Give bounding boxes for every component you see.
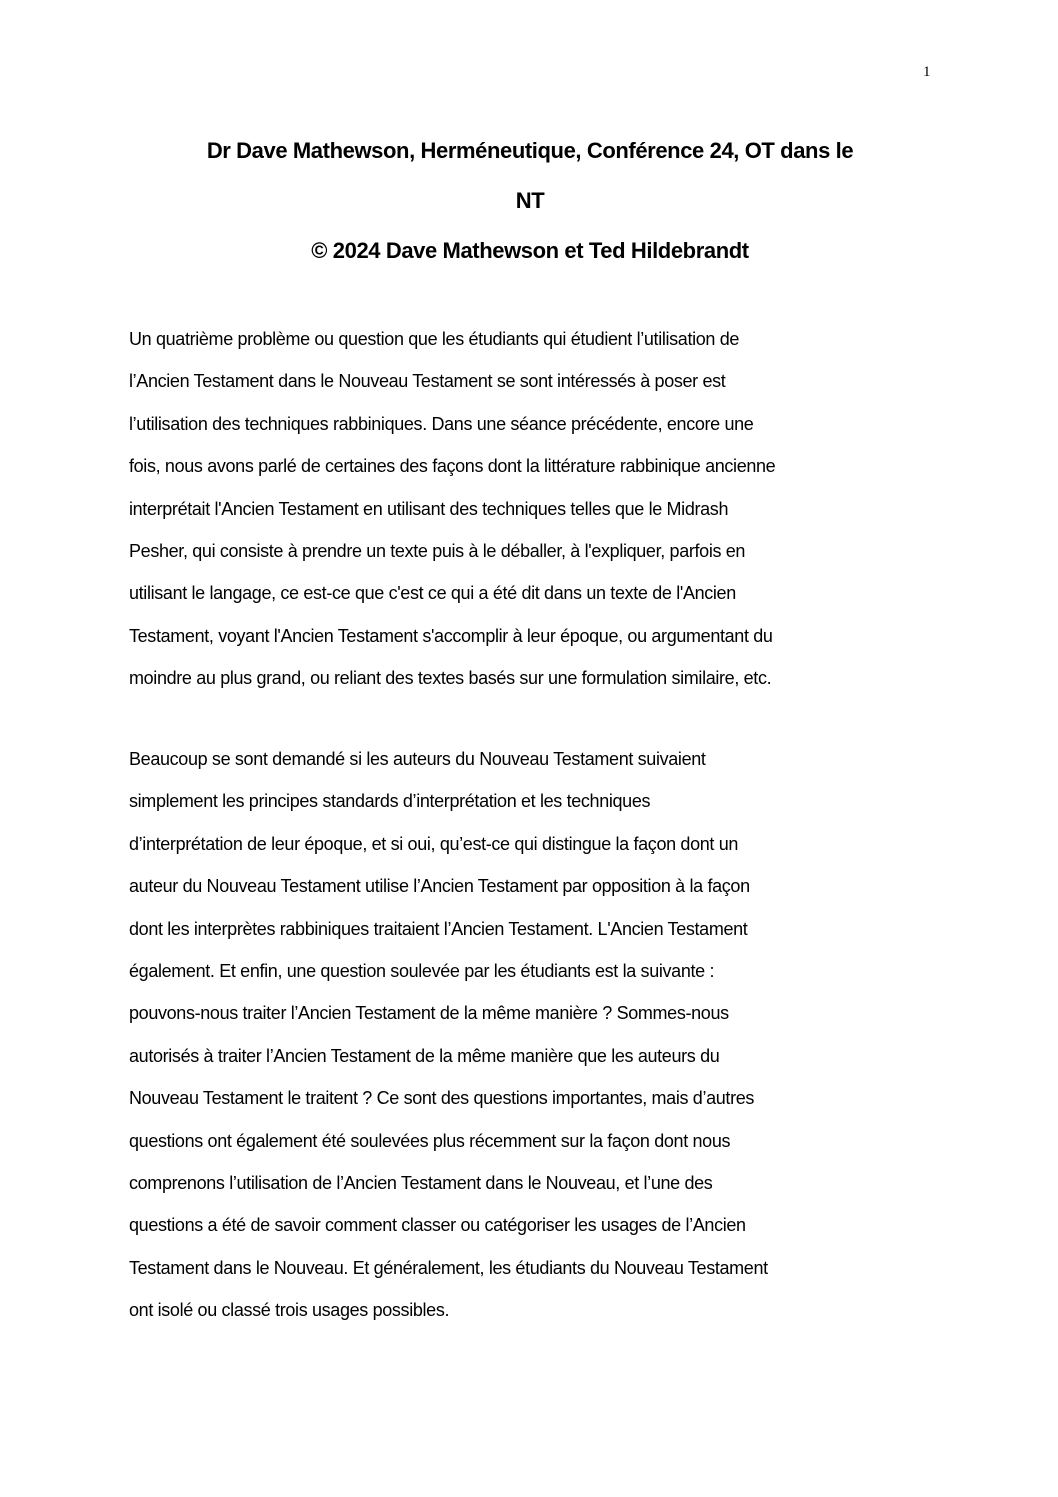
text-line: simplement les principes standards d’interprétation et les techniques — [129, 791, 651, 812]
copyright-line: © 2024 Dave Mathewson et Ted Hildebrandt — [311, 238, 749, 263]
text-line: Testament dans le Nouveau. Et généralement, les étudiants du Nouveau Testament — [129, 1257, 768, 1278]
text-line: auteur du Nouveau Testament utilise l’Ancien Testament par opposition à la façon — [129, 876, 750, 897]
text-line: Nouveau Testament le traitent ? Ce sont des questions importantes, mais d’autres — [129, 1088, 755, 1109]
text-line: utilisant le langage, ce est-ce que c'est ce qui a été dit dans un texte de l'Ancien — [129, 583, 736, 604]
text-line: d’interprétation de leur époque, et si oui, qu’est-ce qui distingue la façon dont un — [129, 833, 739, 854]
paragraph-1 — [129, 318, 929, 700]
text-line: questions ont également été soulevées plus récemment sur la façon dont nous — [129, 1130, 731, 1151]
text-line: également. Et enfin, une question soulevée par les étudiants est la suivante : — [129, 961, 715, 982]
text-line: pouvons-nous traiter l’Ancien Testament de la même manière ? Sommes-nous — [129, 1003, 729, 1024]
text-line: Testament, voyant l'Ancien Testament s'accomplir à leur époque, ou argumentant du — [129, 625, 773, 646]
text-line: Pesher, qui consiste à prendre un texte puis à le déballer, à l'expliquer, parfois en — [129, 541, 746, 562]
text-line: moindre au plus grand, ou reliant des textes basés sur une formulation similaire, etc. — [129, 668, 772, 689]
text-line: interprétait l'Ancien Testament en utilisant des techniques telles que le Midrash — [129, 498, 729, 519]
text-line: questions a été de savoir comment classer ou catégoriser les usages de l’Ancien — [129, 1215, 746, 1236]
text-line: dont les interprètes rabbiniques traitaient l’Ancien Testament. L'Ancien Testament — [129, 918, 748, 939]
text-line: Un quatrième problème ou question que les étudiants qui étudient l’utilisation de — [129, 329, 740, 349]
paragraph-2 — [129, 738, 929, 1332]
page-number: 1 — [923, 64, 931, 80]
text-line: Beaucoup se sont demandé si les auteurs du Nouveau Testament suivaient — [129, 749, 706, 769]
text-line: fois, nous avons parlé de certaines des façons dont la littérature rabbinique ancienne — [129, 456, 776, 477]
title-line-2: NT — [515, 188, 545, 213]
text-line: l’Ancien Testament dans le Nouveau Testament se sont intéressés à poser est — [129, 371, 726, 392]
text-line: l’utilisation des techniques rabbiniques. Dans une séance précédente, encore une — [129, 413, 754, 434]
text-line: autorisés à traiter l’Ancien Testament de la même manière que les auteurs du — [129, 1045, 720, 1066]
title-line-1: Dr Dave Mathewson, Herméneutique, Conférence 24, OT dans le — [206, 138, 854, 163]
text-line: comprenons l’utilisation de l’Ancien Testament dans le Nouveau, et l’une des — [129, 1173, 713, 1194]
document-title — [110, 126, 950, 276]
text-line: ont isolé ou classé trois usages possibles. — [129, 1300, 450, 1321]
